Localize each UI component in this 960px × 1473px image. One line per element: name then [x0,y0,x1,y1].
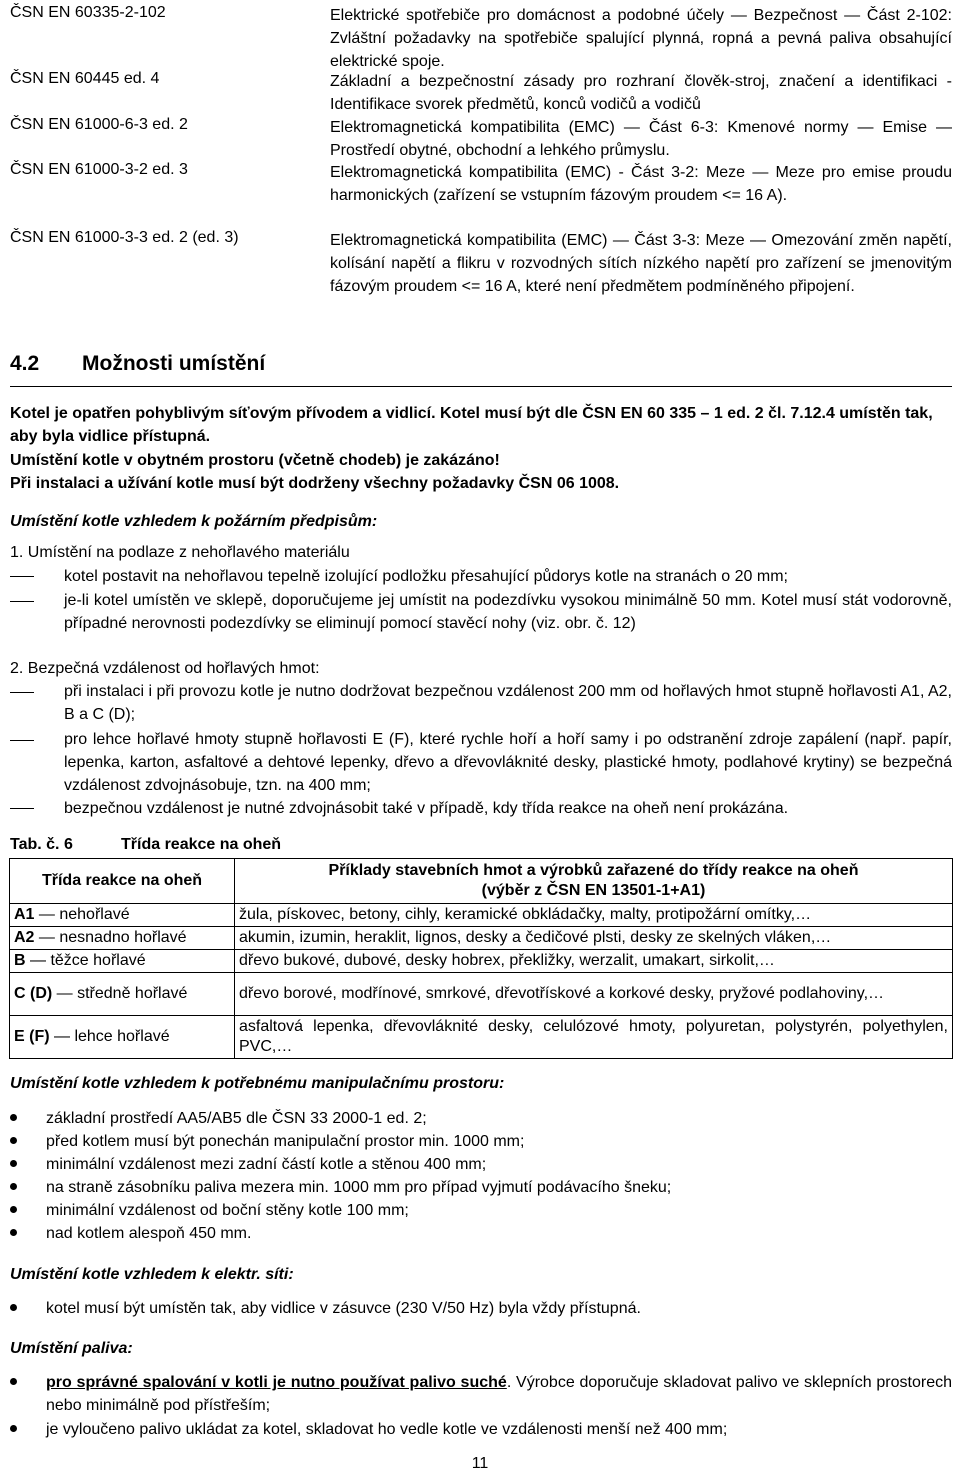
standard-code: ČSN EN 61000-6-3 ed. 2 [10,116,188,133]
table-title: Třída reakce na oheň [121,836,282,853]
fire-item-1-dash: kotel postavit na nehořlavou tepelně izolující podložku přesahující půdorys kotle na stranách o 20 mm; [64,568,788,585]
table-cell-class: A1 — nehořlavé [10,904,235,927]
dash-marker [10,692,34,693]
dash-marker [10,808,34,809]
table-cell-examples: asfaltová lepenka, dřevovláknité desky, celulózové hmoty, polyuretan, polystyrén, polyethylen, PVC,… [235,1016,953,1059]
standard-code: ČSN EN 61000-3-2 ed. 3 [10,161,188,178]
fire-item-2-dash: pro lehce hořlavé hmoty stupně hořlavosti E (F), které rychle hoří a hoří samy i po odstranění zdroje zapálení (např. papír, lepenka, karton, asfaltové a dehtové lepenky, dřevo a dřevovláknité desky, plastické hmoty, podlahové krytiny) se bezpečná vzdálenost zdvojnásobuje, tzn. na 400 mm; [64,731,952,794]
bullet-marker [10,1304,17,1311]
table-row [10,904,953,927]
fire-item-1-dash: je-li kotel umístěn ve sklepě, doporučujeme jej umístit na podezdívku vysokou minimálně 50 mm. Kotel musí stát vodorovně, případné nerovnosti podezdívky se eliminují pomocí stavěcí nohy (viz. obr. č. 12) [64,592,952,632]
manip-item: před kotlem musí být ponechán manipulační prostor min. 1000 mm; [46,1133,525,1150]
table-cell-class: E (F) — lehce hořlavé [10,1016,235,1059]
fire-heading: Umístění kotle vzhledem k požárním předpisům: [10,513,378,530]
table-cell-examples: dřevo borové, modřínové, smrkové, dřevotřískové a korkové desky, pryžové podlahoviny,… [235,973,953,1016]
fire-item-2: 2. Bezpečná vzdálenost od hořlavých hmot: [10,660,320,677]
fuel-item [46,1371,952,1417]
table-cell-class: A2 — nesnadno hořlavé [10,927,235,950]
standard-code: ČSN EN 61000-3-3 ed. 2 (ed. 3) [10,229,239,246]
fire-class-table [9,858,953,1059]
section-title: Možnosti umístění [82,352,266,375]
table-cell-class: B — těžce hořlavé [10,950,235,973]
class-code: A2 [14,929,35,946]
bullet-marker [10,1114,17,1121]
table-cell-examples: žula, pískovec, betony, cihly, keramické obkládačky, malty, protipožární omítky,… [235,904,953,927]
table-cell-class: C (D) — středně hořlavé [10,973,235,1016]
table-header-examples-line2: (výběr z ČSN EN 13501-1+A1) [481,882,706,899]
standard-description: Základní a bezpečnostní zásady pro rozhraní člověk-stroj, značení a identifikaci - Identifikace svorek předmětů, konců vodičů a vodičů [330,73,952,113]
class-name: nehořlavé [59,906,130,923]
fuel-heading: Umístění paliva: [10,1340,133,1357]
manip-heading: Umístění kotle vzhledem k potřebnému manipulačnímu prostoru: [10,1075,505,1092]
bullet-marker [10,1183,17,1190]
table-cell-examples: akumin, izumin, heraklit, lignos, desky a čedičové plsti, desky ze skelných vláken,… [235,927,953,950]
standard-description: Elektrické spotřebiče pro domácnost a podobné účely — Bezpečnost — Část 2-102: Zvláštní požadavky na spotřebiče spalující plynná, ropná a pevná paliva obsahující elektrické spoje. [330,7,952,70]
section-number: 4.2 [10,352,40,375]
bullet-marker [10,1425,17,1432]
class-name: těžce hořlavé [50,952,146,969]
dash-marker [10,576,34,577]
standard-entry [10,161,952,231]
class-code: B [14,952,26,969]
dash-marker [10,740,34,741]
table-cell-examples: dřevo bukové, dubové, desky hobrex, překližky, werzalit, umakart, sirkolit,… [235,950,953,973]
manip-item: nad kotlem alespoň 450 mm. [46,1225,252,1242]
table-header-examples [235,859,953,904]
class-name: nesnadno hořlavé [59,929,187,946]
table-row [10,950,953,973]
fuel-item-emphasis: pro správné spalování v kotli je nutno používat palivo suché [46,1374,507,1391]
standard-code: ČSN EN 60445 ed. 4 [10,70,160,87]
page-number: 11 [471,1455,489,1472]
standard-description: Elektromagnetická kompatibilita (EMC) - Část 3-2: Meze — Meze pro emise proudu harmonických (zařízení se vstupním fázovým proudem <= 16 A). [330,164,952,204]
intro-paragraph: Kotel je opatřen pohyblivým síťovým přívodem a vidlicí. Kotel musí být dle ČSN EN 60 335 – 1 ed. 2 čl. 7.12.4 umístěn tak, aby byla vidlice přístupná. [10,405,933,445]
manip-item: na straně zásobníku paliva mezera min. 1000 mm pro případ vyjmutí podávacího šneku; [46,1179,672,1196]
standard-entry [10,116,952,166]
fuel-item-rest: . Výrobce doporučuje skladovat palivo ve sklepních prostorech nebo minimálně pod přístřeším; [46,1374,953,1414]
section-heading [10,352,265,376]
standard-description: Elektromagnetická kompatibilita (EMC) — Část 6-3: Kmenové normy — Emise — Prostředí obytné, obchodní a lehkého průmyslu. [330,119,952,159]
standard-entry [10,4,952,74]
class-code: E (F) [14,1028,50,1045]
fuel-item: je vyloučeno palivo ukládat za kotel, skladovat ho vedle kotle ve vzdálenosti menší než 400 mm; [46,1421,728,1438]
class-name: středně hořlavé [77,985,188,1002]
class-name: lehce hořlavé [74,1028,170,1045]
table-header-row [10,859,953,904]
table-label: Tab. č. 6 [10,836,73,853]
fire-item-2-dash: při instalaci i při provozu kotle je nutno dodržovat bezpečnou vzdálenost 200 mm od hořlavých hmot stupně hořlavosti A1, A2, B a C (D); [64,683,952,723]
class-code: A1 [14,906,35,923]
intro-requirements: Při instalaci a užívání kotle musí být dodrženy všechny požadavky ČSN 06 1008. [10,475,620,492]
table-row [10,973,953,1016]
bullet-marker [10,1137,17,1144]
standard-description: Elektromagnetická kompatibilita (EMC) — Část 3-3: Meze — Omezování změn napětí, kolísání napětí a flikru v rozvodných sítích nízkého napětí pro zařízení se jmenovitým fázovým proudem <= 16 A, které není předmětem podmíněného připojení. [330,232,952,295]
standard-entry [10,229,952,321]
manip-item: minimální vzdálenost od boční stěny kotle 100 mm; [46,1202,409,1219]
table-row [10,1016,953,1059]
bullet-marker [10,1378,17,1385]
table-header-examples-line1: Příklady stavebních hmot a výrobků zařazené do třídy reakce na oheň [328,862,859,879]
intro-warning: Umístění kotle v obytném prostoru (včetně chodeb) je zakázáno! [10,452,500,469]
elec-heading: Umístění kotle vzhledem k elektr. síti: [10,1266,294,1283]
class-code: C (D) [14,985,53,1002]
fire-item-1: 1. Umístění na podlaze z nehořlavého materiálu [10,544,350,561]
manip-item: základní prostředí AA5/AB5 dle ČSN 33 2000-1 ed. 2; [46,1110,427,1127]
bullet-marker [10,1206,17,1213]
bullet-marker [10,1229,17,1236]
table-row [10,927,953,950]
standard-code: ČSN EN 60335-2-102 [10,4,166,21]
dash-marker [10,601,34,602]
manip-item: minimální vzdálenost mezi zadní částí kotle a stěnou 400 mm; [46,1156,487,1173]
fire-item-2-dash: bezpečnou vzdálenost je nutné zdvojnásobit také v případě, kdy třída reakce na oheň není prokázána. [64,800,789,817]
standard-entry [10,70,952,120]
bullet-marker [10,1160,17,1167]
table-header-class: Třída reakce na oheň [10,859,235,904]
elec-item: kotel musí být umístěn tak, aby vidlice v zásuvce (230 V/50 Hz) byla vždy přístupná. [46,1300,641,1317]
section-divider [10,386,952,387]
